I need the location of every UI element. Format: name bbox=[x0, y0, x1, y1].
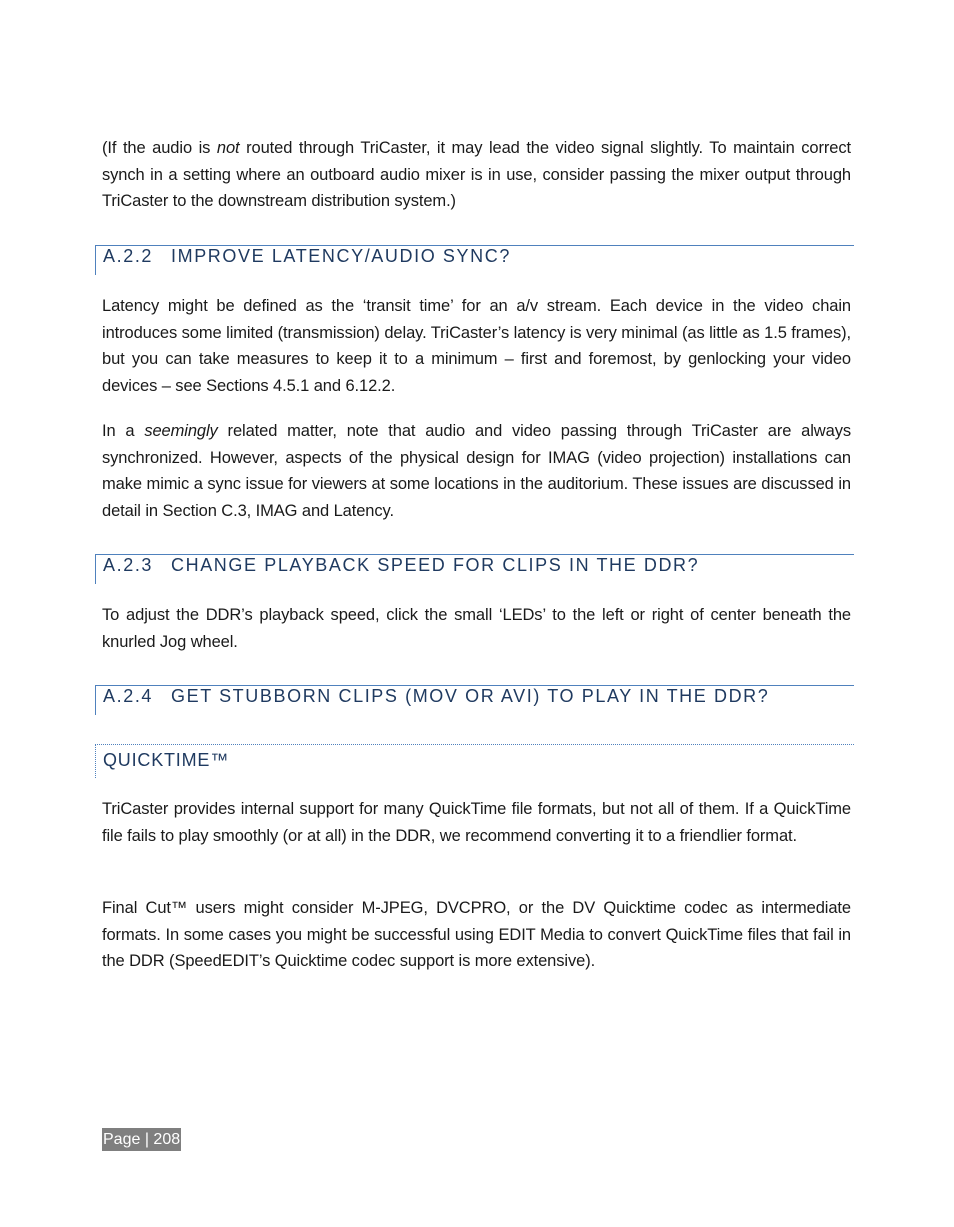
paragraph-latency: Latency might be defined as the ‘transit time’ for an a/v stream. Each device in the video chain introduces some limited (transmission) delay. TriCaster’s latency is very minimal (as little as 1.5 frames), but you can take measures to keep it to a minimum – first and foremost, by genlocking your video devices – see Sections 4.5.1 and 6.12.2. bbox=[102, 297, 851, 395]
heading-text bbox=[103, 246, 511, 267]
heading-number: A.2.3 bbox=[103, 555, 154, 575]
heading-number: A.2.2 bbox=[103, 246, 154, 266]
heading-text bbox=[103, 555, 699, 576]
paragraph-text: related matter, note that audio and video passing through TriCaster are always synchronized. However, aspects of the physical design for IMAG (video projection) installations can make mimic a sync issue for viewers at some locations in the auditorium. These issues are discussed in detail in Section C.3, IMAG and Latency. bbox=[102, 422, 851, 520]
paragraph-quicktime-support: TriCaster provides internal support for many QuickTime file formats, but not all of them. If a QuickTime file fails to play smoothly (or at all) in the DDR, we recommend converting it to a friendlier format. bbox=[102, 800, 851, 845]
paragraph-final-cut: Final Cut™ users might consider M-JPEG, DVCPRO, or the DV Quicktime codec as intermediate formats. In some cases you might be successful using EDIT Media to convert QuickTime files that fail in the DDR (SpeedEDIT’s Quicktime codec support is more extensive). bbox=[102, 899, 851, 970]
paragraph-sync-matter bbox=[102, 418, 851, 524]
section-heading-a22 bbox=[95, 245, 854, 275]
heading-title: GET STUBBORN CLIPS (MOV OR AVI) TO PLAY IN THE DDR? bbox=[171, 686, 770, 706]
heading-title: QUICKTIME™ bbox=[103, 750, 230, 770]
heading-text bbox=[103, 686, 769, 707]
paragraph-text: routed through TriCaster, it may lead the video signal slightly. To maintain correct synch in a setting where an outboard audio mixer is in use, consider passing the mixer output through TriCaster to the downstream distribution system.) bbox=[102, 139, 851, 210]
paragraph-text: (If the audio is bbox=[102, 139, 217, 157]
heading-number: A.2.4 bbox=[103, 686, 154, 706]
heading-title: CHANGE PLAYBACK SPEED FOR CLIPS IN THE DDR? bbox=[171, 555, 700, 575]
emphasis-text: seemingly bbox=[144, 422, 218, 440]
page-number-footer: Page | 208 bbox=[102, 1128, 181, 1151]
heading-title: IMPROVE LATENCY/AUDIO SYNC? bbox=[171, 246, 511, 266]
section-heading-a24 bbox=[95, 685, 854, 715]
paragraph-text: In a bbox=[102, 422, 145, 440]
section-heading-a23 bbox=[95, 554, 854, 584]
subsection-heading-quicktime bbox=[95, 744, 854, 778]
paragraph-audio-routing bbox=[102, 135, 851, 215]
emphasis-text: not bbox=[216, 139, 240, 157]
paragraph-playback-speed: To adjust the DDR’s playback speed, click the small ‘LEDs’ to the left or right of center beneath the knurled Jog wheel. bbox=[102, 606, 851, 651]
